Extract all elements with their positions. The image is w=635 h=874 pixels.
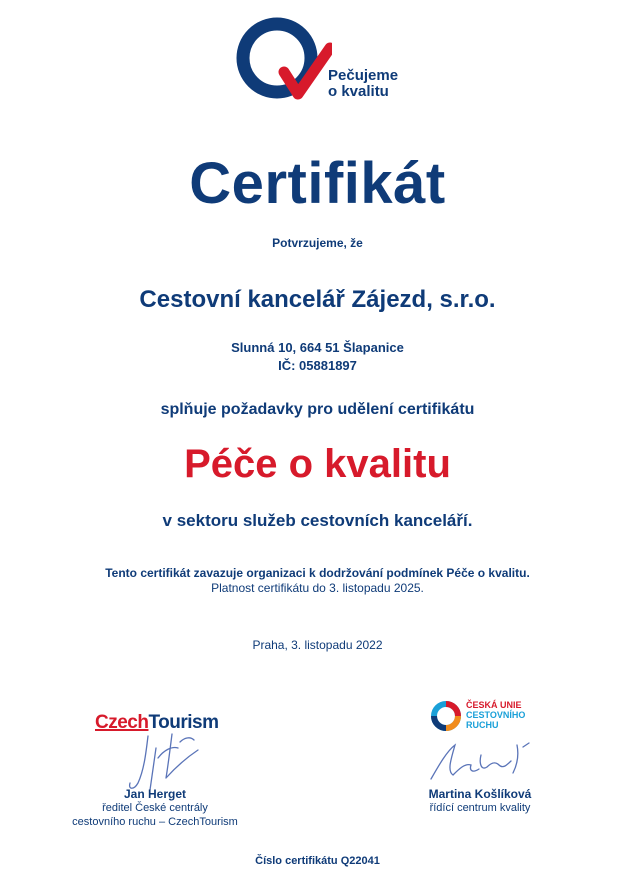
cucr-line-3: RUCHU <box>466 720 499 730</box>
czechtourism-logo-czech: Czech <box>95 712 149 733</box>
company-name: Cestovní kancelář Zájezd, s.r.o. <box>139 286 496 313</box>
signer-right-name: Martina Košlíková <box>428 787 532 801</box>
meets-requirements-text: splňuje požadavky pro udělení certifikátu <box>160 401 475 418</box>
company-ico: IČ: 05881897 <box>278 358 357 373</box>
quality-logo <box>232 14 412 106</box>
signature-right-icon <box>425 735 535 787</box>
sector-text: v sektoru služeb cestovních kanceláří. <box>162 511 473 530</box>
company-address: Slunná 10, 664 51 Šlapanice <box>231 340 404 355</box>
logo-text-line2: o kvalitu <box>328 83 389 100</box>
q-checkmark-icon <box>232 14 332 106</box>
signer-left-role-2: cestovního ruchu – CzechTourism <box>72 816 238 828</box>
signer-left-role-1: ředitel České centrály <box>102 802 208 814</box>
cucr-line-2: CESTOVNÍHO <box>466 710 526 720</box>
signer-right-role-1: řídící centrum kvality <box>429 802 531 814</box>
signer-left-name: Jan Herget <box>123 787 187 801</box>
czechtourism-logo-tourism: Tourism <box>148 712 219 733</box>
cucr-text <box>466 700 525 730</box>
cucr-logo <box>430 698 550 738</box>
company-address-block <box>0 339 635 375</box>
binding-text <box>0 566 635 596</box>
cucr-line-1: ČESKÁ UNIE <box>466 700 522 710</box>
date-place: Praha, 3. listopadu 2022 <box>252 638 383 652</box>
cucr-ring-icon <box>430 700 462 732</box>
signer-right <box>400 787 560 815</box>
confirm-text: Potvrzujeme, že <box>272 236 363 250</box>
signer-left <box>40 787 270 829</box>
binding-line-1: Tento certifikát zavazuje organizaci k dodržování podmínek Péče o kvalitu. <box>105 566 530 580</box>
validity-line: Platnost certifikátu do 3. listopadu 2025. <box>211 581 424 595</box>
certificate-number: Číslo certifikátu Q22041 <box>255 855 380 867</box>
logo-text-line1: Pečujeme <box>328 67 399 84</box>
certificate-name: Péče o kvalitu <box>184 442 451 486</box>
page-title: Certifikát <box>189 151 446 216</box>
